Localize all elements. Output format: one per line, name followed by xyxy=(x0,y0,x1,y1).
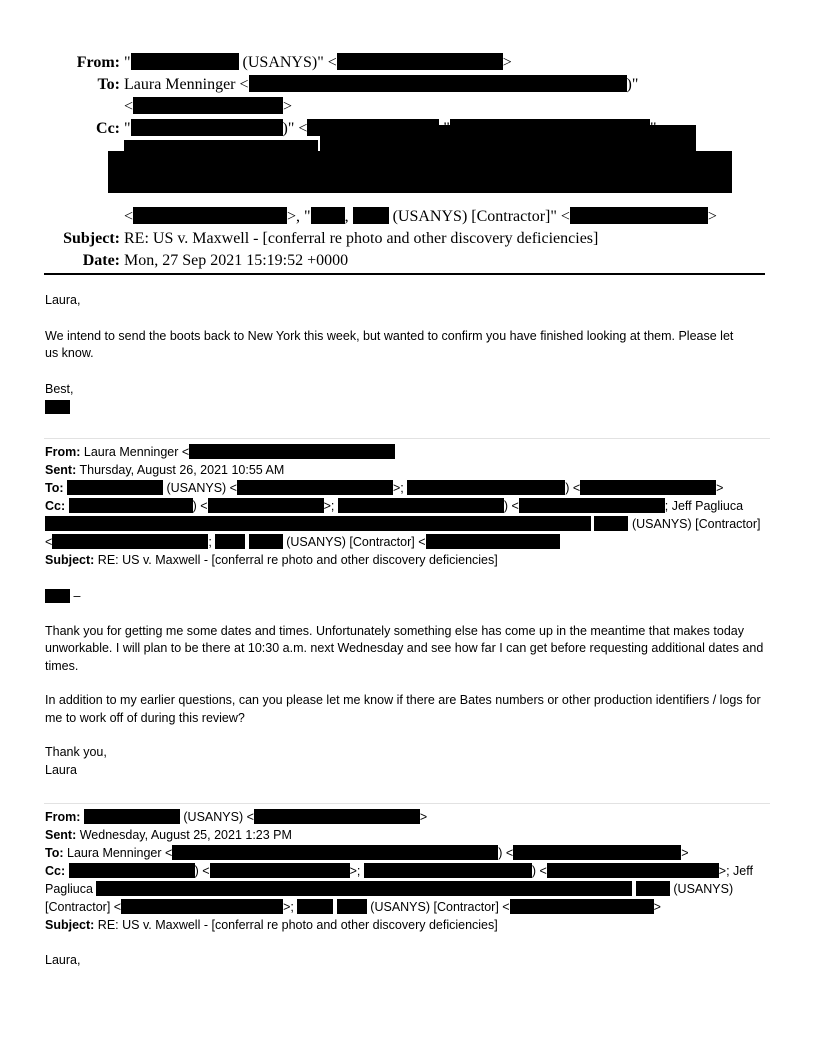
redaction xyxy=(131,53,239,70)
redaction xyxy=(311,207,345,224)
header-from-label: From: xyxy=(76,54,120,71)
header-from-value: " (USANYS)" < > xyxy=(124,54,512,71)
email3-subject-row xyxy=(45,916,770,934)
email2-cc-contractor: (USANYS) [Contractor] xyxy=(628,517,761,531)
email3-to-value: Laura Menninger < xyxy=(67,846,173,860)
redaction xyxy=(519,498,665,513)
email2-cc-row: Cc: ) < >; ) < ; Jeff Pagliuca xyxy=(45,499,744,513)
email3-to-row: To: Laura Menninger < ) < > xyxy=(45,846,689,860)
redaction xyxy=(84,809,180,824)
email3-to-label: To: xyxy=(45,846,64,860)
header-subject-value: RE: US v. Maxwell - [conferral re photo and other discovery deficiencies] xyxy=(124,230,599,247)
email3-subject-value: RE: US v. Maxwell - [conferral re photo and other discovery deficiencies] xyxy=(97,918,498,932)
email2-to-row: To: (USANYS) < >; ) < > xyxy=(45,481,724,495)
redaction-block xyxy=(108,151,732,193)
email2-from-value: Laura Menninger < xyxy=(83,445,190,459)
redaction xyxy=(133,207,287,224)
redaction xyxy=(594,516,628,531)
header-cc-value-last: < >, " , (USANYS) [Contractor]" < > xyxy=(124,208,717,225)
message-separator xyxy=(44,438,770,439)
header-from-end: > xyxy=(502,54,512,71)
email3-cc-contractor-open: [Contractor] < xyxy=(45,900,122,914)
header-to-value-2: < > xyxy=(124,98,293,115)
header-subject-label: Subject: xyxy=(63,230,120,247)
header-cc-row-last xyxy=(0,206,816,228)
header-to-value xyxy=(124,74,638,96)
header-to-row-2 xyxy=(0,96,816,118)
header-from-row xyxy=(0,52,816,74)
email3-sent-label: Sent: xyxy=(45,828,77,842)
header-cc-contractor: (USANYS) [Contractor]" < xyxy=(388,208,570,225)
email2-salutation xyxy=(45,588,770,606)
redaction xyxy=(547,863,719,878)
redaction xyxy=(426,534,560,549)
redaction xyxy=(52,534,208,549)
email3-greeting: Laura, xyxy=(45,953,81,967)
redaction xyxy=(249,534,283,549)
redaction xyxy=(249,75,627,92)
redaction xyxy=(45,516,591,531)
redaction xyxy=(580,480,716,495)
header-cc-label: Cc: xyxy=(96,120,120,137)
header-cc-value: " )" < xyxy=(124,118,656,140)
email2-paragraph-2: In addition to my earlier questions, can you please let me know if there are Bates numbers or other production identifiers / logs for me to work off of during this review? xyxy=(45,693,761,725)
email2-cc-row-2 xyxy=(45,515,770,533)
redaction xyxy=(45,589,70,603)
redaction xyxy=(513,845,681,860)
email2-cc-label: Cc: xyxy=(45,499,66,513)
redaction xyxy=(237,480,393,495)
header-cc-quote: " xyxy=(124,120,131,137)
header-date-label: Date: xyxy=(82,252,120,269)
email2-body xyxy=(45,588,770,779)
email3-body xyxy=(45,952,770,970)
email3-cc-contractor-mid: (USANYS) [Contractor] < xyxy=(366,900,510,914)
email2-meta xyxy=(45,443,770,569)
email3-cc-usanys: (USANYS) xyxy=(669,882,734,896)
email2-sent-value: Thursday, August 26, 2021 10:55 AM xyxy=(79,463,285,477)
redaction xyxy=(297,899,333,914)
redaction xyxy=(636,881,670,896)
header-date-row xyxy=(0,250,816,272)
email3-sent-value: Wednesday, August 25, 2021 1:23 PM xyxy=(79,828,292,842)
email2-cc-row-3: < ; (USANYS) [Contractor] < xyxy=(45,533,770,551)
header-to-name: Laura Menninger < xyxy=(124,76,249,93)
email1-greeting: Laura, xyxy=(45,293,81,307)
redaction xyxy=(407,480,565,495)
email3-cc-jeff: ; Jeff xyxy=(726,864,753,878)
email2-dash: – xyxy=(73,589,81,603)
header-date-value: Mon, 27 Sep 2021 15:19:52 +0000 xyxy=(124,252,349,269)
header-to-label: To: xyxy=(97,76,120,93)
redaction xyxy=(69,498,193,513)
email3-cc-label: Cc: xyxy=(45,864,66,878)
email3-subject-label: Subject: xyxy=(45,918,95,932)
redaction xyxy=(131,119,283,136)
header-from-mid: (USANYS)" < xyxy=(238,54,337,71)
email3-cc-pagliuca: Pagliuca xyxy=(45,882,93,896)
redaction xyxy=(510,899,654,914)
redaction xyxy=(189,444,395,459)
redaction xyxy=(338,498,504,513)
header-subject-row xyxy=(0,228,816,250)
redaction xyxy=(337,899,367,914)
redaction xyxy=(121,899,283,914)
email2-to-usanys: (USANYS) < xyxy=(163,481,237,495)
email2-sent-label: Sent: xyxy=(45,463,77,477)
email2-paragraph-1: Thank you for getting me some dates and times. Unfortunately something else has come up in the meantime that makes today unworkable. I will plan to be there at 10:30 a.m. next Wednesday and see how far I can get before requesting additional dates and times. xyxy=(45,623,764,673)
header-divider xyxy=(44,273,765,275)
email2-from-label: From: xyxy=(45,445,81,459)
email3-cc-row-2 xyxy=(45,880,770,898)
redaction xyxy=(96,881,632,896)
email2-subject-label: Subject: xyxy=(45,553,95,567)
email2-subject-row xyxy=(45,551,770,569)
email2-to-label: To: xyxy=(45,481,64,495)
redaction xyxy=(337,53,503,70)
email1-paragraph: We intend to send the boots back to New York this week, but wanted to confirm you have finished looking at them. Please let us know. xyxy=(45,328,734,360)
redaction xyxy=(254,809,420,824)
redaction xyxy=(215,534,245,549)
email3-cc-row: Cc: ) < >; ) < >; Jeff xyxy=(45,864,753,878)
email2-thanks: Thank you, xyxy=(45,745,107,759)
email3-sent-row xyxy=(45,826,770,844)
email3-from-usanys: (USANYS) < xyxy=(179,810,254,824)
redaction xyxy=(133,97,283,114)
email2-subject-value: RE: US v. Maxwell - [conferral re photo and other discovery deficiencies] xyxy=(97,553,498,567)
email3-meta xyxy=(45,808,770,934)
email3-from-label: From: xyxy=(45,810,81,824)
email2-from-row xyxy=(45,443,770,461)
redaction xyxy=(172,845,498,860)
header-to-end: )" xyxy=(626,76,639,93)
redaction xyxy=(208,498,324,513)
redaction xyxy=(69,863,195,878)
email2-cc-contractor-2: (USANYS) [Contractor] < xyxy=(286,535,426,549)
email3-from-row: From: (USANYS) < > xyxy=(45,810,428,824)
redaction xyxy=(353,207,389,224)
email1-body xyxy=(45,292,770,414)
header-to-row xyxy=(0,74,816,96)
email1-signoff: Best, xyxy=(45,381,74,396)
email2-cc-jeff: ; Jeff Pagliuca xyxy=(664,499,744,513)
signature-redaction xyxy=(45,400,70,414)
email2-name: Laura xyxy=(45,762,77,777)
email2-sent-row xyxy=(45,461,770,479)
email3-cc-row-3: [Contractor] < >; (USANYS) [Contractor] < > xyxy=(45,900,661,914)
redaction xyxy=(364,863,532,878)
message-separator xyxy=(44,803,770,804)
redaction xyxy=(210,863,350,878)
redaction xyxy=(570,207,708,224)
redaction xyxy=(67,480,163,495)
